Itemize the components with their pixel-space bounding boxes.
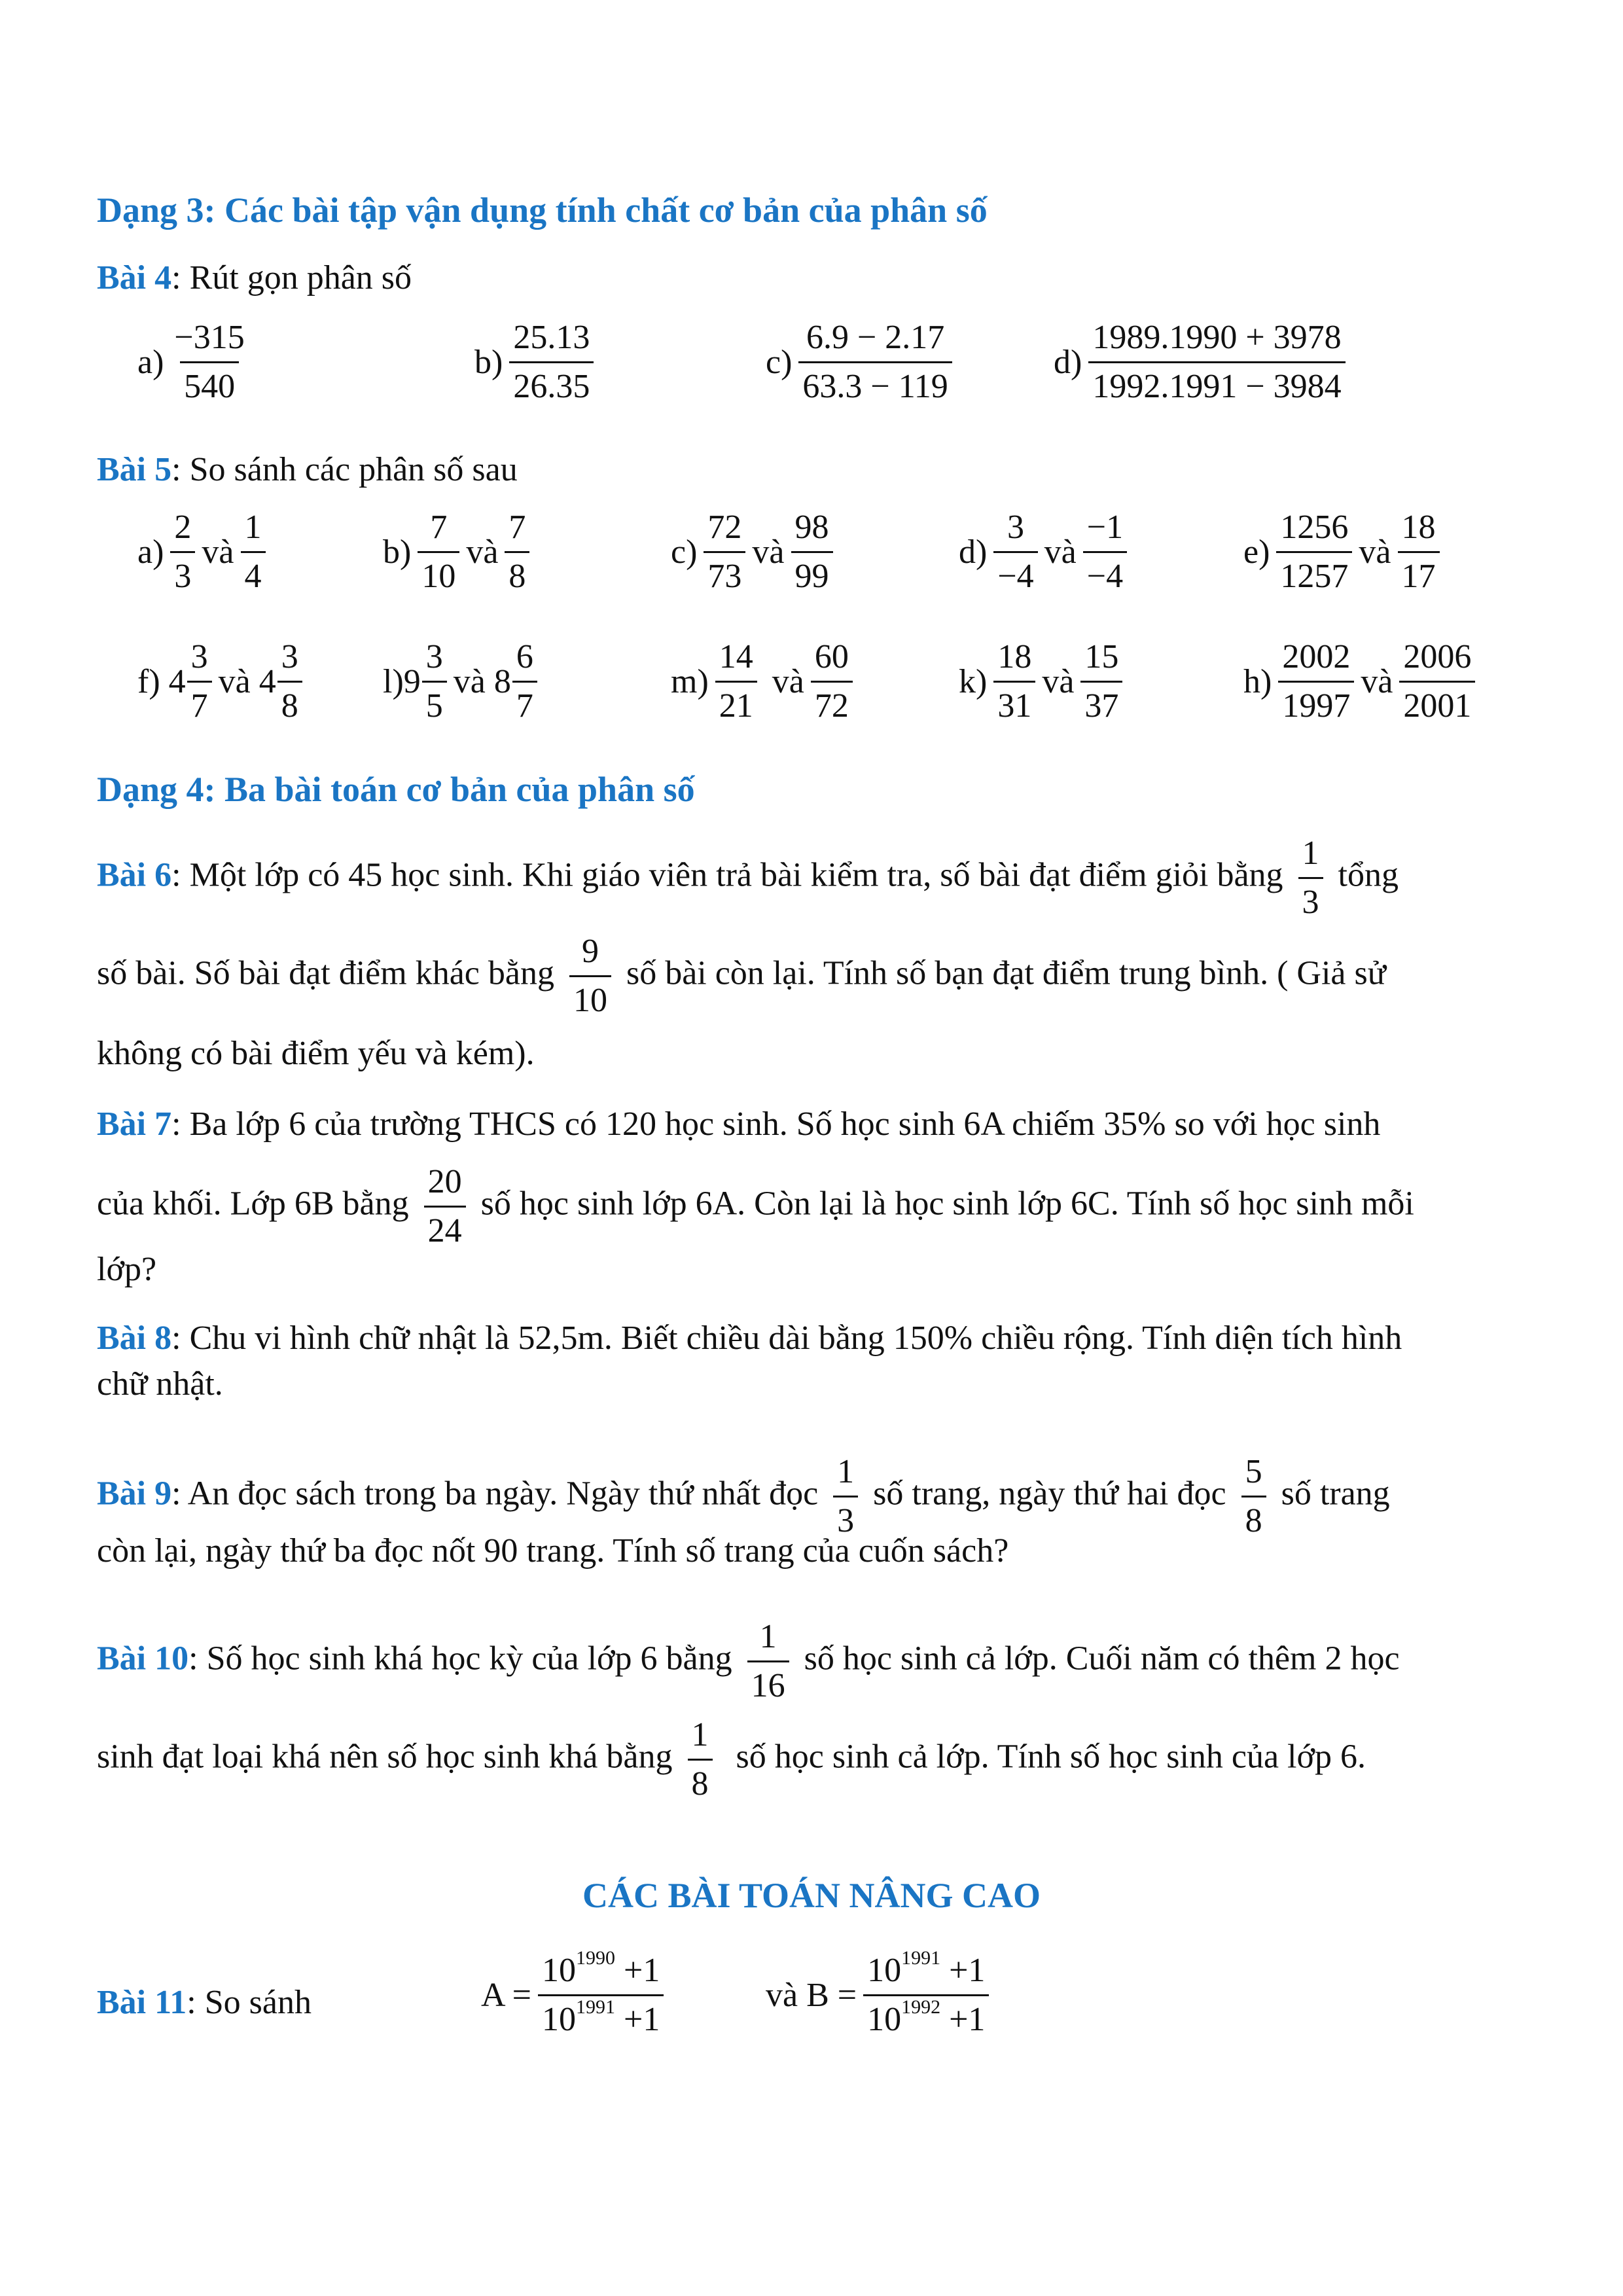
fraction bbox=[1080, 640, 1122, 723]
numerator: 2006 bbox=[1403, 638, 1472, 675]
va-word: và bbox=[1042, 663, 1075, 700]
bai11-text: : So sánh bbox=[187, 1984, 312, 2021]
bai8-line2: chữ nhật. bbox=[97, 1365, 223, 1403]
bai6-line3: không có bài điểm yếu và kém). bbox=[97, 1035, 535, 1072]
fraction bbox=[1298, 836, 1323, 920]
denominator: 72 bbox=[811, 681, 853, 723]
plus-one: +1 bbox=[949, 1952, 986, 1989]
bai5-item-e bbox=[1243, 511, 1446, 594]
bai5-text: : So sánh các phân số sau bbox=[171, 451, 518, 488]
denominator: 7 bbox=[187, 681, 212, 723]
exponent: 1991 bbox=[901, 1947, 941, 1969]
plus-one: +1 bbox=[624, 2001, 660, 2038]
bai10-text: số học sinh cả lớp. Cuối năm có thêm 2 học bbox=[804, 1640, 1400, 1677]
denominator: 540 bbox=[180, 361, 239, 404]
va-word: và bbox=[766, 1977, 798, 2014]
denominator: 21 bbox=[715, 681, 757, 723]
bai11-label: Bài 11 bbox=[97, 1984, 187, 2021]
bai4-line bbox=[97, 259, 412, 298]
bai7-text: : Ba lớp 6 của trường THCS có 120 học sinh. Số học sinh 6A chiếm 35% so với học sinh bbox=[171, 1105, 1381, 1143]
fraction bbox=[509, 321, 594, 404]
numerator: 14 bbox=[719, 638, 753, 675]
fraction bbox=[1399, 640, 1475, 723]
item-letter: f) bbox=[137, 663, 160, 700]
bai4-item-b bbox=[474, 321, 600, 404]
numerator: 3 bbox=[190, 638, 208, 675]
denominator: 17 bbox=[1398, 551, 1440, 594]
bai9-text: : An đọc sách trong ba ngày. Ngày thứ nhất đọc bbox=[171, 1475, 819, 1513]
power-base: 10 bbox=[867, 2001, 902, 2038]
numerator: 3 bbox=[281, 638, 298, 675]
fraction bbox=[747, 1620, 789, 1703]
bai6-text: số bài. Số bài đạt điểm khác bằng bbox=[97, 954, 554, 992]
fraction bbox=[538, 1947, 664, 2038]
bai11-line bbox=[97, 1983, 312, 2022]
denominator: −4 bbox=[1083, 551, 1127, 594]
denominator: 3 bbox=[170, 551, 195, 594]
bai9-text: số trang bbox=[1281, 1475, 1390, 1513]
va-word: và bbox=[453, 663, 486, 700]
numerator: 1989.1990 + 3978 bbox=[1092, 319, 1342, 356]
denominator: 26.35 bbox=[509, 361, 594, 404]
fraction bbox=[1083, 511, 1127, 594]
denominator: 24 bbox=[424, 1206, 466, 1248]
denominator: 63.3 − 119 bbox=[798, 361, 952, 404]
numerator: 18 bbox=[1401, 509, 1436, 546]
item-letter: a) bbox=[137, 533, 164, 571]
va-word: và bbox=[1359, 533, 1391, 571]
fraction bbox=[277, 640, 302, 723]
section-title-dang4: Dạng 4: Ba bài toán cơ bản của phân số bbox=[97, 770, 695, 809]
item-letter: m) bbox=[671, 663, 709, 700]
plus-one: +1 bbox=[949, 2001, 986, 2038]
bai4-item-d bbox=[1054, 321, 1352, 404]
bai5-item-a bbox=[137, 511, 272, 594]
numerator: 6.9 − 2.17 bbox=[806, 319, 945, 356]
denominator bbox=[538, 1994, 664, 2037]
fraction bbox=[1241, 1455, 1266, 1538]
section-title-nangcao: CÁC BÀI TOÁN NÂNG CAO bbox=[582, 1876, 1041, 1915]
mixed-number bbox=[494, 640, 544, 723]
exponent: 1990 bbox=[576, 1947, 616, 1969]
numerator: 7 bbox=[430, 509, 448, 546]
fraction bbox=[187, 640, 212, 723]
fraction bbox=[1278, 640, 1354, 723]
denominator: 8 bbox=[277, 681, 302, 723]
denominator: 16 bbox=[747, 1660, 789, 1703]
numerator: 2002 bbox=[1282, 638, 1351, 675]
numerator: 7 bbox=[508, 509, 526, 546]
denominator: 1257 bbox=[1276, 551, 1352, 594]
bai7-label: Bài 7 bbox=[97, 1105, 172, 1143]
fraction bbox=[688, 1718, 713, 1801]
fraction bbox=[569, 935, 611, 1018]
numerator: 1 bbox=[759, 1618, 777, 1655]
fraction bbox=[833, 1455, 858, 1538]
section-title-dang3: Dạng 3: Các bài tập vận dụng tính chất cơ bản của phân số bbox=[97, 190, 988, 230]
bai10-text: số học sinh cả lớp. Tính số học sinh của lớp 6. bbox=[736, 1738, 1366, 1776]
fraction bbox=[1088, 321, 1345, 404]
item-letter: l) bbox=[383, 663, 404, 700]
bai5-line bbox=[97, 450, 518, 490]
fraction bbox=[798, 321, 952, 404]
fraction bbox=[791, 511, 833, 594]
bai5-item-f bbox=[137, 640, 309, 723]
bai6-line1 bbox=[97, 836, 1399, 920]
numerator: −315 bbox=[174, 319, 245, 356]
bai8-text: : Chu vi hình chữ nhật là 52,5m. Biết chiều dài bằng 150% chiều rộng. Tính diện tích hình bbox=[171, 1319, 1402, 1357]
va-word: và bbox=[218, 663, 251, 700]
denominator: 73 bbox=[704, 551, 745, 594]
bai4-item-c bbox=[766, 321, 959, 404]
denominator: 37 bbox=[1080, 681, 1122, 723]
item-letter: b) bbox=[383, 533, 412, 571]
numerator bbox=[863, 1947, 989, 1994]
bai9-line2: còn lại, ngày thứ ba đọc nốt 90 trang. Tính số trang của cuốn sách? bbox=[97, 1532, 1009, 1570]
numerator: 20 bbox=[427, 1163, 462, 1200]
fraction bbox=[505, 511, 529, 594]
exponent: 1992 bbox=[901, 1996, 941, 2018]
denominator: −4 bbox=[993, 551, 1037, 594]
bai9-label: Bài 9 bbox=[97, 1475, 172, 1513]
numerator: 98 bbox=[794, 509, 829, 546]
denominator: 31 bbox=[993, 681, 1035, 723]
bai5-row2 bbox=[0, 640, 1623, 751]
bai9-line1 bbox=[97, 1455, 1390, 1538]
fraction bbox=[863, 1947, 989, 2038]
bai7-line3: lớp? bbox=[97, 1251, 157, 1288]
fraction bbox=[704, 511, 745, 594]
bai5-item-k bbox=[959, 640, 1129, 723]
bai10-text: sinh đạt loại khá nên số học sinh khá bằng bbox=[97, 1738, 673, 1776]
bai4-item-a bbox=[137, 321, 255, 404]
bai6-line2 bbox=[97, 935, 1386, 1018]
va-word: và bbox=[202, 533, 234, 571]
numerator: 5 bbox=[1245, 1453, 1262, 1490]
power-base: 10 bbox=[542, 2001, 577, 2038]
whole-part: 8 bbox=[493, 663, 511, 700]
mixed-number bbox=[259, 640, 309, 723]
denominator: 2001 bbox=[1399, 681, 1475, 723]
item-letter: d) bbox=[959, 533, 988, 571]
bai5-item-h bbox=[1243, 640, 1482, 723]
fraction bbox=[811, 640, 853, 723]
bai5-item-d bbox=[959, 511, 1133, 594]
fraction bbox=[993, 640, 1035, 723]
numerator: 3 bbox=[1007, 509, 1024, 546]
denominator: 8 bbox=[688, 1759, 713, 1801]
item-letter: c) bbox=[671, 533, 698, 571]
numerator: 15 bbox=[1084, 638, 1119, 675]
bai10-label: Bài 10 bbox=[97, 1640, 189, 1677]
whole-part: 4 bbox=[168, 663, 186, 700]
fraction bbox=[170, 511, 195, 594]
bai8-label: Bài 8 bbox=[97, 1319, 172, 1357]
numerator: 18 bbox=[997, 638, 1032, 675]
bai11-expr-a bbox=[481, 1947, 670, 2038]
denominator: 1997 bbox=[1278, 681, 1354, 723]
bai6-text: tổng bbox=[1338, 856, 1399, 894]
denominator bbox=[863, 1994, 989, 2037]
mixed-number bbox=[404, 640, 454, 723]
item-letter: b) bbox=[474, 344, 503, 381]
power-base: 10 bbox=[542, 1952, 577, 1989]
fraction bbox=[1276, 511, 1352, 594]
numerator: 9 bbox=[581, 933, 599, 970]
bai7-text: số học sinh lớp 6A. Còn lại là học sinh lớp 6C. Tính số học sinh mỗi bbox=[480, 1185, 1414, 1223]
denominator: 99 bbox=[791, 551, 833, 594]
bai10-text: : Số học sinh khá học kỳ của lớp 6 bằng bbox=[188, 1640, 732, 1677]
bai5-item-m bbox=[671, 640, 859, 723]
fraction bbox=[512, 640, 537, 723]
va-word: và bbox=[772, 663, 804, 700]
item-letter: e) bbox=[1243, 533, 1270, 571]
numerator: 60 bbox=[814, 638, 849, 675]
bai5-label: Bài 5 bbox=[97, 451, 172, 488]
numerator: 2 bbox=[174, 509, 192, 546]
va-word: và bbox=[1044, 533, 1077, 571]
fraction bbox=[993, 511, 1037, 594]
bai5-row1 bbox=[0, 511, 1623, 622]
denominator: 10 bbox=[569, 975, 611, 1018]
numerator: 1 bbox=[691, 1716, 709, 1753]
bai5-item-c bbox=[671, 511, 840, 594]
bai4-text: : Rút gọn phân số bbox=[171, 259, 412, 296]
bai10-line2 bbox=[97, 1718, 1366, 1801]
bai6-text: số bài còn lại. Tính số bạn đạt điểm trung bình. ( Giả sử bbox=[626, 954, 1386, 992]
fraction bbox=[241, 511, 266, 594]
numerator: 25.13 bbox=[513, 319, 590, 356]
exponent: 1991 bbox=[576, 1996, 616, 2018]
denominator: 4 bbox=[241, 551, 266, 594]
power-base: 10 bbox=[867, 1952, 902, 1989]
fraction bbox=[418, 511, 459, 594]
numerator: 1 bbox=[837, 1453, 855, 1490]
bai6-label: Bài 6 bbox=[97, 856, 172, 894]
fraction bbox=[170, 321, 248, 404]
bai4-label: Bài 4 bbox=[97, 259, 172, 296]
numerator: 3 bbox=[425, 638, 443, 675]
bai4-items bbox=[0, 321, 1623, 432]
bai6-text: : Một lớp có 45 học sinh. Khi giáo viên trả bài kiểm tra, số bài đạt điểm giỏi bằng bbox=[171, 856, 1283, 894]
va-word: và bbox=[1361, 663, 1393, 700]
whole-part: 4 bbox=[259, 663, 276, 700]
bai5-item-b bbox=[383, 511, 536, 594]
bai7-text: của khối. Lớp 6B bằng bbox=[97, 1185, 409, 1223]
item-letter: k) bbox=[959, 663, 988, 700]
b-label: B = bbox=[806, 1977, 857, 2014]
item-letter: c) bbox=[766, 344, 793, 381]
whole-part: 9 bbox=[403, 663, 421, 700]
denominator: 8 bbox=[505, 551, 529, 594]
numerator: 1 bbox=[1302, 834, 1319, 872]
fraction bbox=[424, 1165, 466, 1248]
bai11-expr-b bbox=[766, 1947, 995, 2038]
numerator: 72 bbox=[707, 509, 742, 546]
denominator: 7 bbox=[512, 681, 537, 723]
denominator: 3 bbox=[833, 1496, 858, 1538]
bai10-line1 bbox=[97, 1620, 1400, 1703]
denominator: 10 bbox=[418, 551, 459, 594]
fraction bbox=[715, 640, 757, 723]
numerator: 6 bbox=[516, 638, 533, 675]
denominator: 8 bbox=[1241, 1496, 1266, 1538]
mixed-number bbox=[169, 640, 219, 723]
numerator bbox=[538, 1947, 664, 1994]
denominator: 3 bbox=[1298, 877, 1323, 920]
denominator: 5 bbox=[422, 681, 447, 723]
a-label: A = bbox=[481, 1977, 532, 2014]
plus-one: +1 bbox=[624, 1952, 660, 1989]
bai7-line2 bbox=[97, 1165, 1414, 1248]
bai8-line1 bbox=[97, 1319, 1402, 1358]
bai7-line1 bbox=[97, 1105, 1380, 1144]
numerator: −1 bbox=[1086, 509, 1124, 546]
item-letter: d) bbox=[1054, 344, 1082, 381]
item-letter: a) bbox=[137, 344, 164, 381]
va-word: và bbox=[752, 533, 785, 571]
bai5-item-l bbox=[383, 640, 544, 723]
item-letter: h) bbox=[1243, 663, 1272, 700]
numerator: 1256 bbox=[1280, 509, 1349, 546]
bai9-text: số trang, ngày thứ hai đọc bbox=[873, 1475, 1226, 1513]
denominator: 1992.1991 − 3984 bbox=[1088, 361, 1345, 404]
va-word: và bbox=[466, 533, 499, 571]
numerator: 1 bbox=[244, 509, 262, 546]
fraction bbox=[1398, 511, 1440, 594]
fraction bbox=[422, 640, 447, 723]
